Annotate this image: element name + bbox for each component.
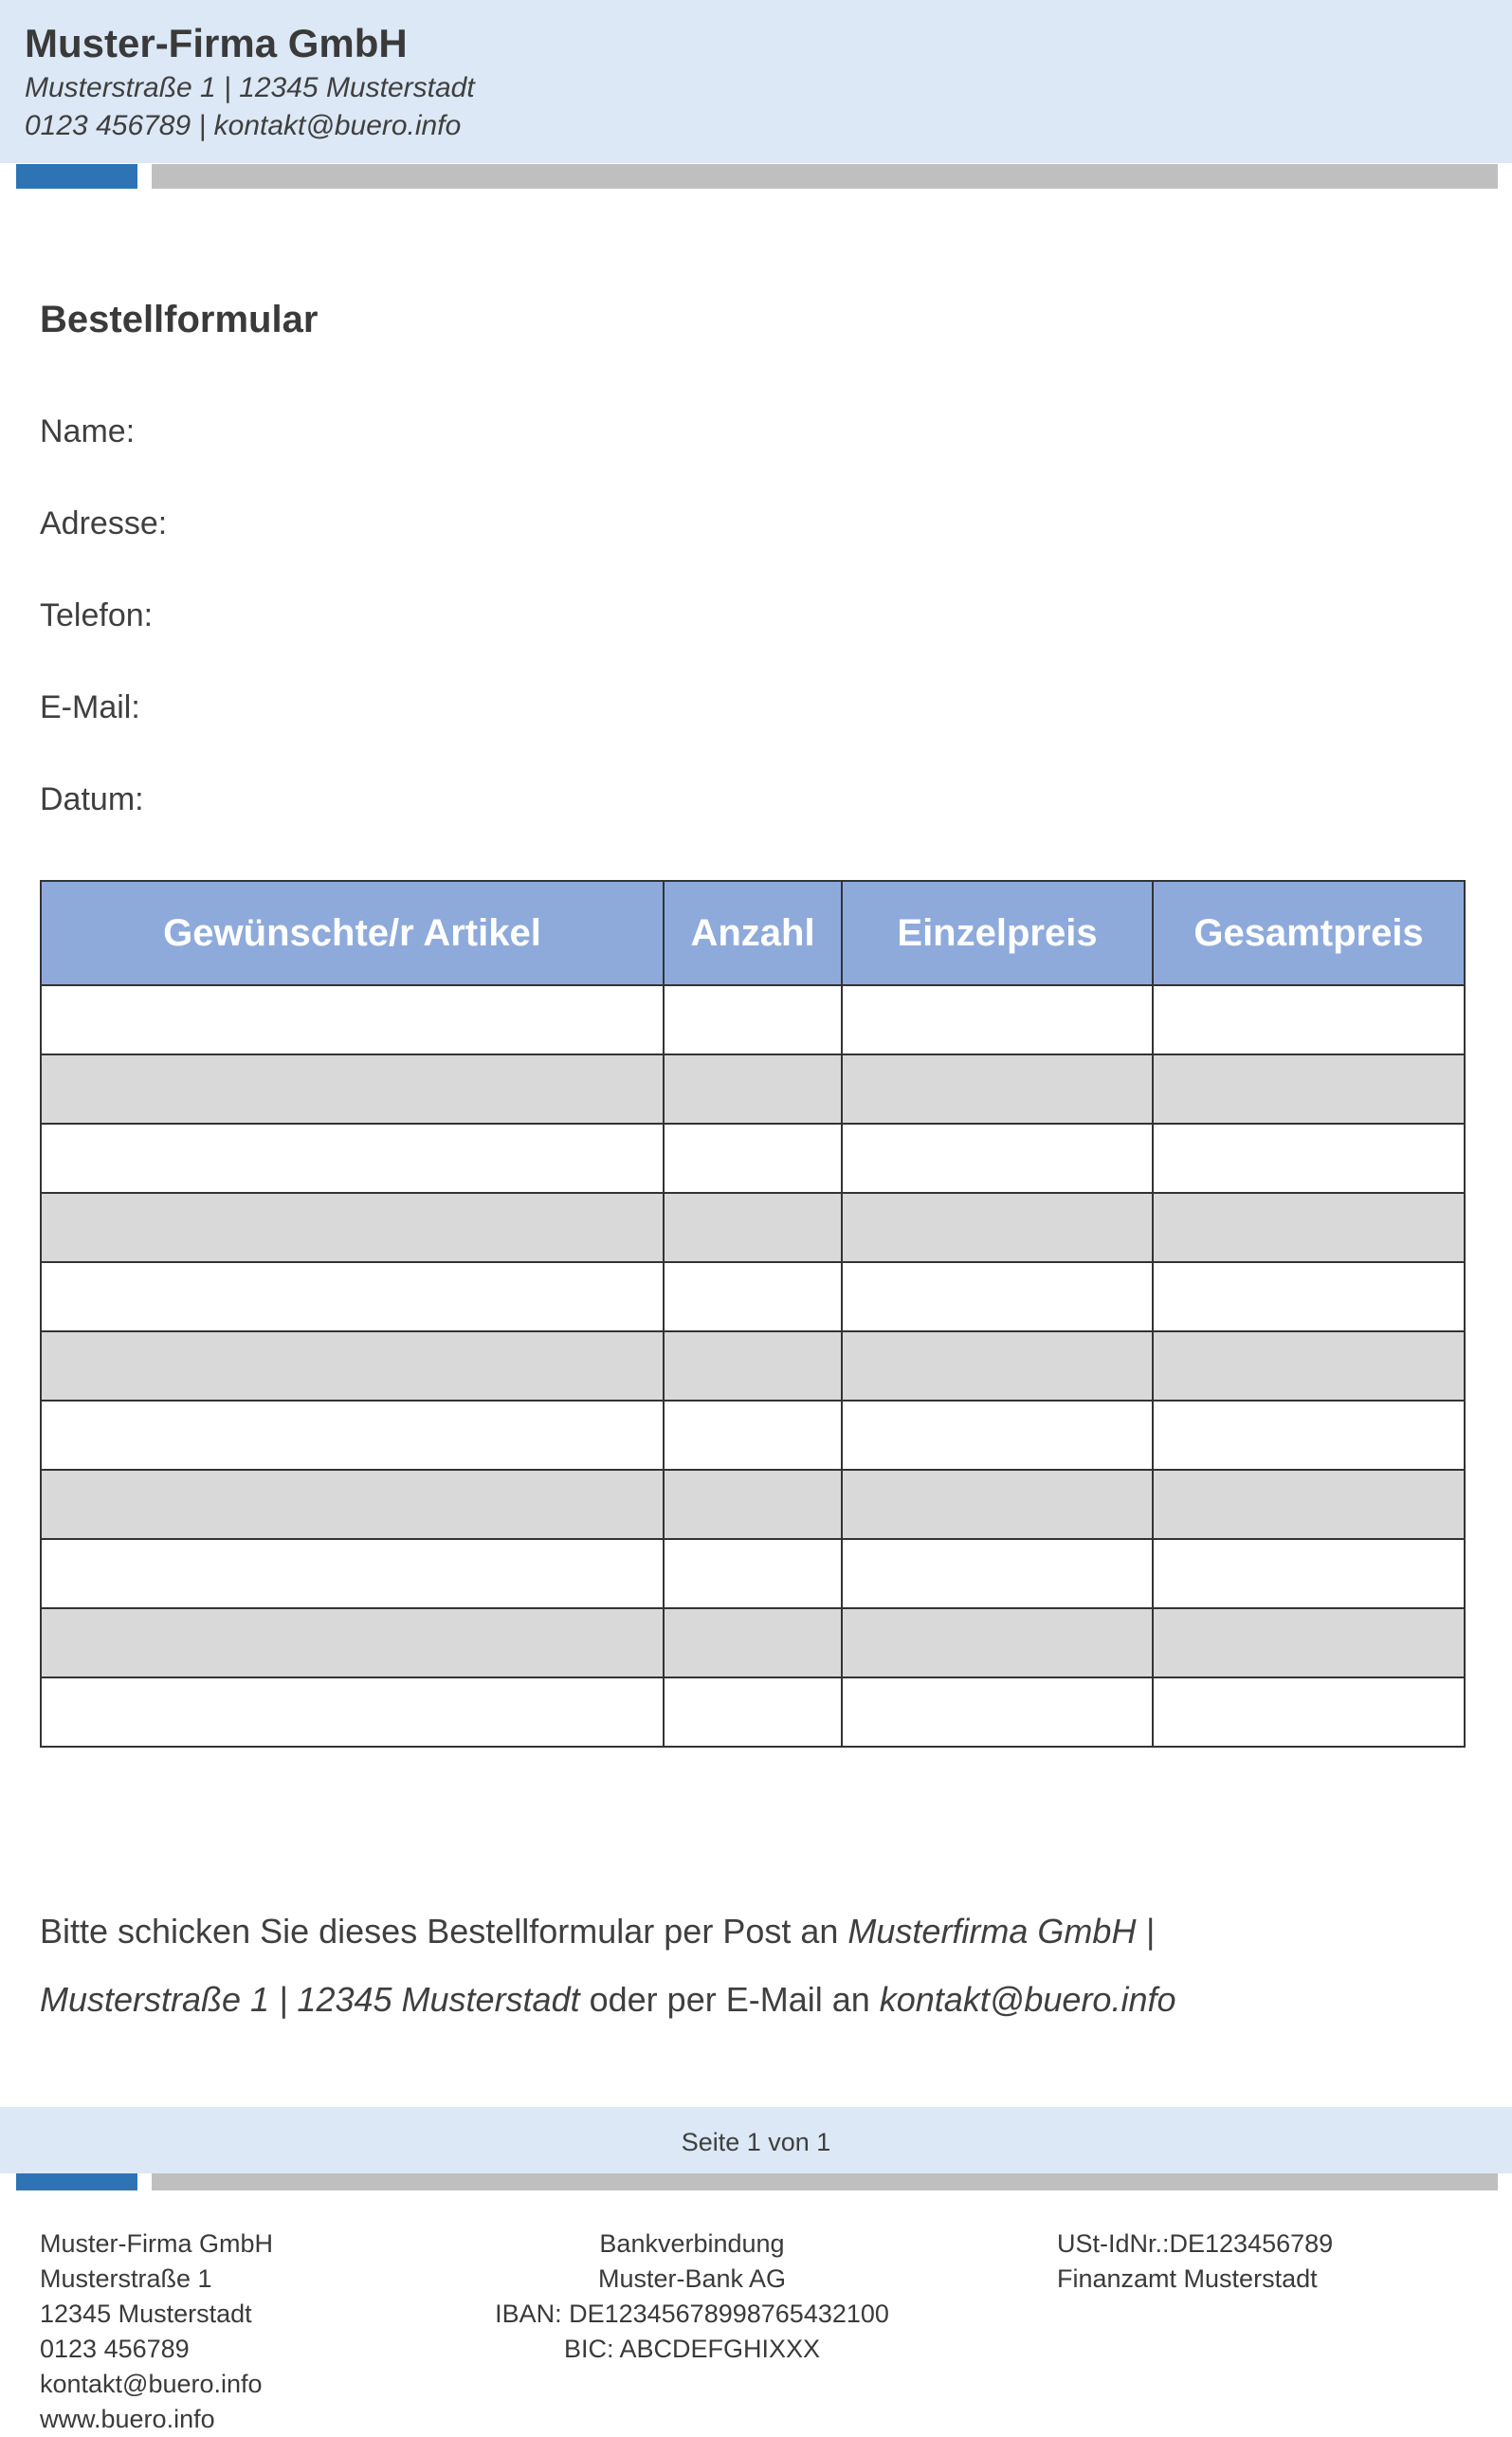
- footer-accent-bar-gray: [152, 2173, 1498, 2190]
- article-cell[interactable]: [41, 1539, 664, 1608]
- total-price-cell[interactable]: [1153, 1677, 1465, 1747]
- column-header-article: Gewünschte/r Artikel: [41, 881, 664, 985]
- table-row: [41, 1401, 1465, 1470]
- note-company: Musterfirma GmbH |: [847, 1912, 1155, 1951]
- footer-line: Muster-Firma GmbH: [40, 2229, 274, 2258]
- note-text: Bitte schicken Sie dieses Bestellformular per Post an: [40, 1912, 848, 1951]
- article-cell[interactable]: [41, 1401, 664, 1470]
- table-row: [41, 1193, 1465, 1262]
- table-row: [41, 1054, 1465, 1124]
- unit-price-cell[interactable]: [842, 1677, 1153, 1747]
- unit-price-cell[interactable]: [842, 1470, 1153, 1539]
- quantity-cell[interactable]: [664, 985, 842, 1054]
- article-cell[interactable]: [41, 1262, 664, 1331]
- footer-company-info: [40, 2226, 476, 2437]
- article-cell[interactable]: [41, 1331, 664, 1401]
- article-cell[interactable]: [41, 1124, 664, 1193]
- article-cell[interactable]: [41, 1677, 664, 1747]
- page-number: Seite 1 von 1: [681, 2128, 831, 2156]
- quantity-cell[interactable]: [664, 1677, 842, 1747]
- total-price-cell[interactable]: [1153, 1262, 1465, 1331]
- total-price-cell[interactable]: [1153, 985, 1465, 1054]
- footer-line: Bankverbindung: [599, 2229, 785, 2258]
- table-row: [41, 1677, 1465, 1747]
- unit-price-cell[interactable]: [842, 1608, 1153, 1677]
- footer-line: BIC: ABCDEFGHIXXX: [563, 2335, 821, 2363]
- submission-note-line-2: [40, 1980, 1176, 2020]
- footer-line: IBAN: DE12345678998765432100: [495, 2300, 889, 2328]
- note-text: oder per E-Mail an: [579, 1980, 880, 2019]
- footer-line: USt-IdNr.:DE123456789: [1057, 2229, 1334, 2258]
- total-price-cell[interactable]: [1153, 1401, 1465, 1470]
- table-row: [41, 1262, 1465, 1331]
- article-cell[interactable]: [41, 1470, 664, 1539]
- footer-line: 0123 456789: [40, 2335, 190, 2363]
- column-header-total-price: Gesamtpreis: [1153, 881, 1465, 985]
- name-field-label: Name:: [40, 413, 136, 449]
- quantity-cell[interactable]: [664, 1193, 842, 1262]
- table-header-row: [41, 881, 1465, 985]
- footer-line: 12345 Musterstadt: [40, 2300, 252, 2328]
- table-row: [41, 985, 1465, 1054]
- form-title: Bestellformular: [40, 299, 319, 340]
- unit-price-cell[interactable]: [842, 1331, 1153, 1401]
- column-header-unit-price: Einzelpreis: [842, 881, 1153, 985]
- quantity-cell[interactable]: [664, 1262, 842, 1331]
- table-row: [41, 1331, 1465, 1401]
- unit-price-cell[interactable]: [842, 1124, 1153, 1193]
- quantity-cell[interactable]: [664, 1470, 842, 1539]
- quantity-cell[interactable]: [664, 1124, 842, 1193]
- quantity-cell[interactable]: [664, 1401, 842, 1470]
- submission-note-line-1: [40, 1912, 1155, 1951]
- table-body: [41, 985, 1465, 1747]
- company-name: Muster-Firma GmbH: [25, 21, 408, 65]
- email-field-label: E-Mail:: [40, 689, 140, 725]
- total-price-cell[interactable]: [1153, 1124, 1465, 1193]
- article-cell[interactable]: [41, 1193, 664, 1262]
- total-price-cell[interactable]: [1153, 1608, 1465, 1677]
- footer-line: www.buero.info: [40, 2405, 215, 2433]
- company-address: Musterstraße 1 | 12345 Musterstadt: [25, 72, 475, 103]
- total-price-cell[interactable]: [1153, 1331, 1465, 1401]
- table-row: [41, 1539, 1465, 1608]
- address-field-label: Adresse:: [40, 505, 168, 541]
- table-row: [41, 1124, 1465, 1193]
- column-header-quantity: Anzahl: [664, 881, 842, 985]
- unit-price-cell[interactable]: [842, 985, 1153, 1054]
- total-price-cell[interactable]: [1153, 1193, 1465, 1262]
- unit-price-cell[interactable]: [842, 1262, 1153, 1331]
- article-cell[interactable]: [41, 1054, 664, 1124]
- total-price-cell[interactable]: [1153, 1539, 1465, 1608]
- footer-line: kontakt@buero.info: [40, 2370, 263, 2398]
- footer-line: Muster-Bank AG: [597, 2264, 787, 2293]
- quantity-cell[interactable]: [664, 1054, 842, 1124]
- unit-price-cell[interactable]: [842, 1054, 1153, 1124]
- footer-line: Musterstraße 1: [40, 2264, 212, 2293]
- unit-price-cell[interactable]: [842, 1539, 1153, 1608]
- quantity-cell[interactable]: [664, 1331, 842, 1401]
- quantity-cell[interactable]: [664, 1539, 842, 1608]
- header-accent-bar-gray: [152, 164, 1498, 189]
- order-table: [40, 880, 1466, 1748]
- table-row: [41, 1470, 1465, 1539]
- unit-price-cell[interactable]: [842, 1401, 1153, 1470]
- article-cell[interactable]: [41, 985, 664, 1054]
- table-row: [41, 1608, 1465, 1677]
- footer-line: Finanzamt Musterstadt: [1057, 2264, 1318, 2293]
- total-price-cell[interactable]: [1153, 1054, 1465, 1124]
- unit-price-cell[interactable]: [842, 1193, 1153, 1262]
- total-price-cell[interactable]: [1153, 1470, 1465, 1539]
- quantity-cell[interactable]: [664, 1608, 842, 1677]
- footer-bank-info: [446, 2226, 938, 2367]
- date-field-label: Datum:: [40, 781, 144, 817]
- footer-accent-bar-blue: [16, 2173, 137, 2190]
- article-cell[interactable]: [41, 1608, 664, 1677]
- header-accent-bar-blue: [16, 164, 137, 189]
- note-address: Musterstraße 1 | 12345 Musterstadt: [40, 1980, 580, 2019]
- note-email: kontakt@buero.info: [879, 1980, 1176, 2019]
- company-contact: 0123 456789 | kontakt@buero.info: [25, 110, 462, 141]
- footer-tax-info: [1057, 2226, 1493, 2297]
- phone-field-label: Telefon:: [40, 597, 154, 633]
